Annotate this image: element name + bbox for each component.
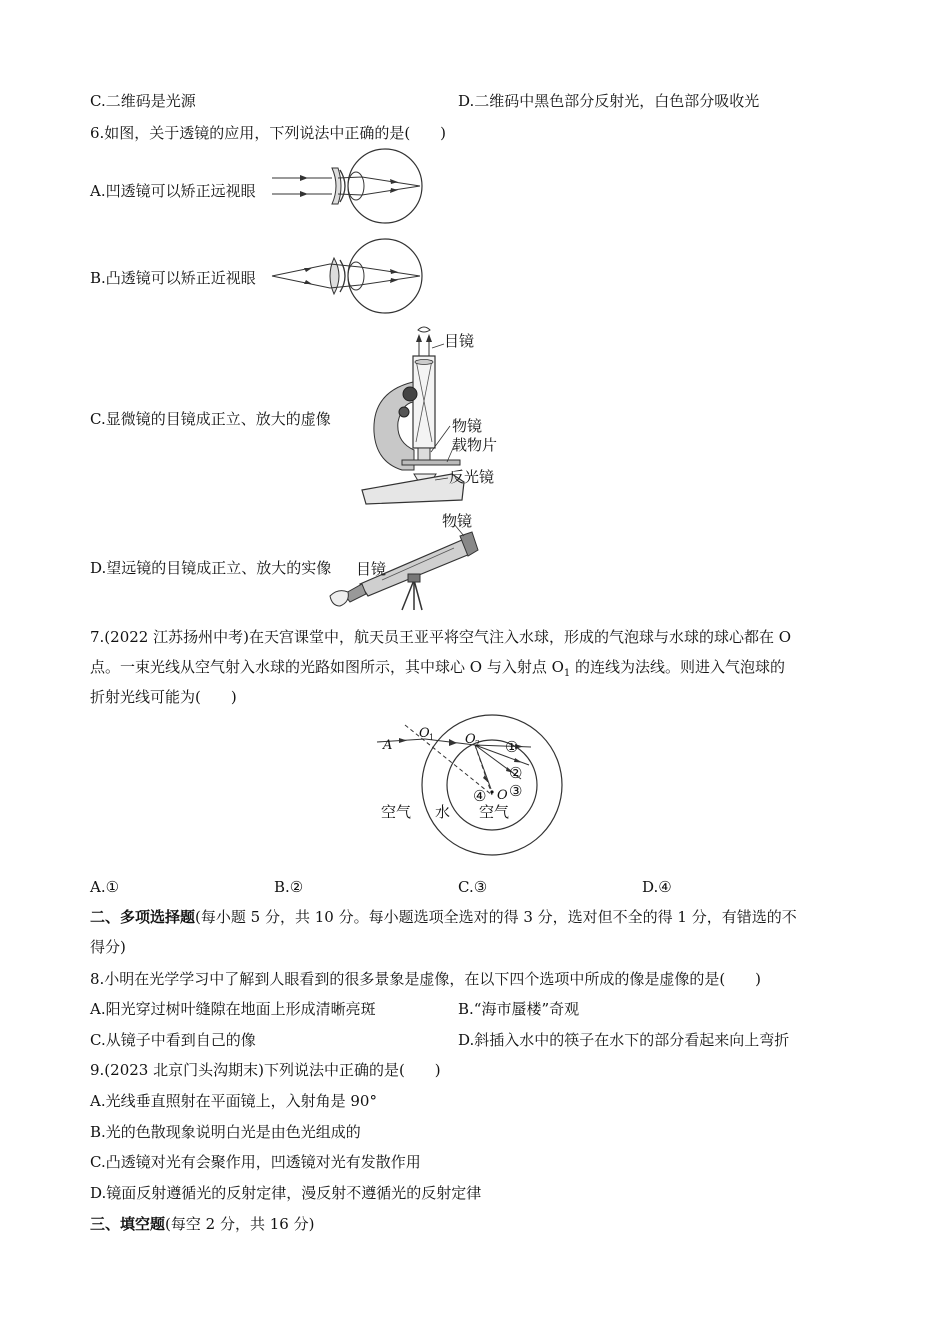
section-3-heading: [90, 1214, 314, 1234]
q9-option-c: C.凸透镜对光有会聚作用，凹透镜对光有发散作用: [90, 1153, 421, 1171]
label-o1-sub: 1: [429, 733, 435, 742]
telescope-diagram: [322, 512, 482, 612]
medium-air-outer: 空气: [381, 803, 412, 821]
q6-option-b: B.凸透镜可以矫正近视眼: [90, 269, 256, 287]
q6-option-a: A.凹透镜可以矫正远视眼: [90, 182, 256, 200]
section-2-desc-2: 得分): [90, 938, 126, 956]
label-telescope-eyepiece: 目镜: [356, 560, 387, 578]
label-o1: O: [419, 726, 430, 741]
q9-option-b: B.光的色散现象说明白光是由色光组成的: [90, 1123, 361, 1141]
q8-option-a: A.阳光穿过树叶缝隙在地面上形成清晰亮斑: [90, 1000, 376, 1018]
section-3-desc: (每空 2 分，共 16 分): [165, 1215, 315, 1233]
label-o: O: [497, 788, 508, 803]
q8-option-d: D.斜插入水中的筷子在水下的部分看起来向上弯折: [458, 1031, 790, 1049]
label-eyepiece: 目镜: [444, 332, 475, 350]
q6-option-c: C.显微镜的目镜成正立、放大的虚像: [90, 410, 331, 428]
label-telescope-objective: 物镜: [442, 512, 473, 530]
microscope-diagram: [352, 322, 512, 507]
section-2-desc: (每小题 5 分，共 10 分。每小题选项全选对的得 3 分，选对但不全的得 1 分，有错选的不: [195, 908, 797, 926]
section-2-heading: [90, 907, 797, 927]
q7-option-d: D.④: [642, 878, 672, 896]
water-sphere-diagram: [375, 715, 575, 865]
label-slide: 载物片: [452, 436, 498, 454]
q5-option-c: C.二维码是光源: [90, 92, 196, 110]
q7-line-3: 折射光线可能为( ): [90, 688, 237, 706]
medium-air-inner: 空气: [479, 803, 510, 821]
label-mirror: 反光镜: [449, 468, 495, 486]
eye-diagram-convex-lens: [270, 236, 420, 316]
label-objective: 物镜: [452, 417, 483, 435]
ray-label-2: ②: [509, 764, 523, 782]
ray-label-3: ③: [509, 782, 523, 800]
q6-option-d: D.望远镜的目镜成正立、放大的实像: [90, 559, 332, 577]
q9-option-d: D.镜面反射遵循光的反射定律，漫反射不遵循光的反射定律: [90, 1184, 482, 1202]
q8-stem: 8.小明在光学学习中了解到人眼看到的很多景象是虚像，在以下四个选项中所成的像是虚像的是( ): [90, 970, 762, 988]
medium-water: 水: [435, 803, 451, 821]
section-3-title: 三、填空题: [90, 1215, 166, 1233]
ray-label-1: ①: [505, 738, 519, 756]
q7-option-b: B.②: [274, 878, 304, 896]
ray-label-4: ④: [473, 787, 487, 805]
q8-option-b: B.“海市蜃楼”奇观: [458, 1000, 580, 1018]
q8-option-c: C.从镜子中看到自己的像: [90, 1031, 256, 1049]
label-o2: O: [465, 732, 476, 747]
q5-option-d: D.二维码中黑色部分反射光，白色部分吸收光: [458, 92, 760, 110]
label-o2-sub: 2: [475, 739, 481, 748]
q9-stem: 9.(2023 北京门头沟期末)下列说法中正确的是( ): [90, 1061, 441, 1079]
q7-line-2: 点。一束光线从空气射入水球的光路如图所示，其中球心 O 与入射点 $O_1$ 的连线为法线。则进入气泡球的: [90, 658, 786, 679]
section-2-title: 二、多项选择题: [90, 908, 196, 926]
label-a: A: [383, 738, 393, 753]
q9-option-a: A.光线垂直照射在平面镜上，入射角是 90°: [90, 1092, 377, 1110]
q7-line-1: 7.(2022 江苏扬州中考)在天宫课堂中，航天员王亚平将空气注入水球，形成的气泡球与水球的球心都在 O: [90, 628, 792, 646]
q6-stem: 6.如图，关于透镜的应用，下列说法中正确的是( ): [90, 124, 447, 142]
q7-option-c: C.③: [458, 878, 488, 896]
q7-option-a: A.①: [90, 878, 120, 896]
eye-diagram-concave-lens: [270, 148, 420, 228]
